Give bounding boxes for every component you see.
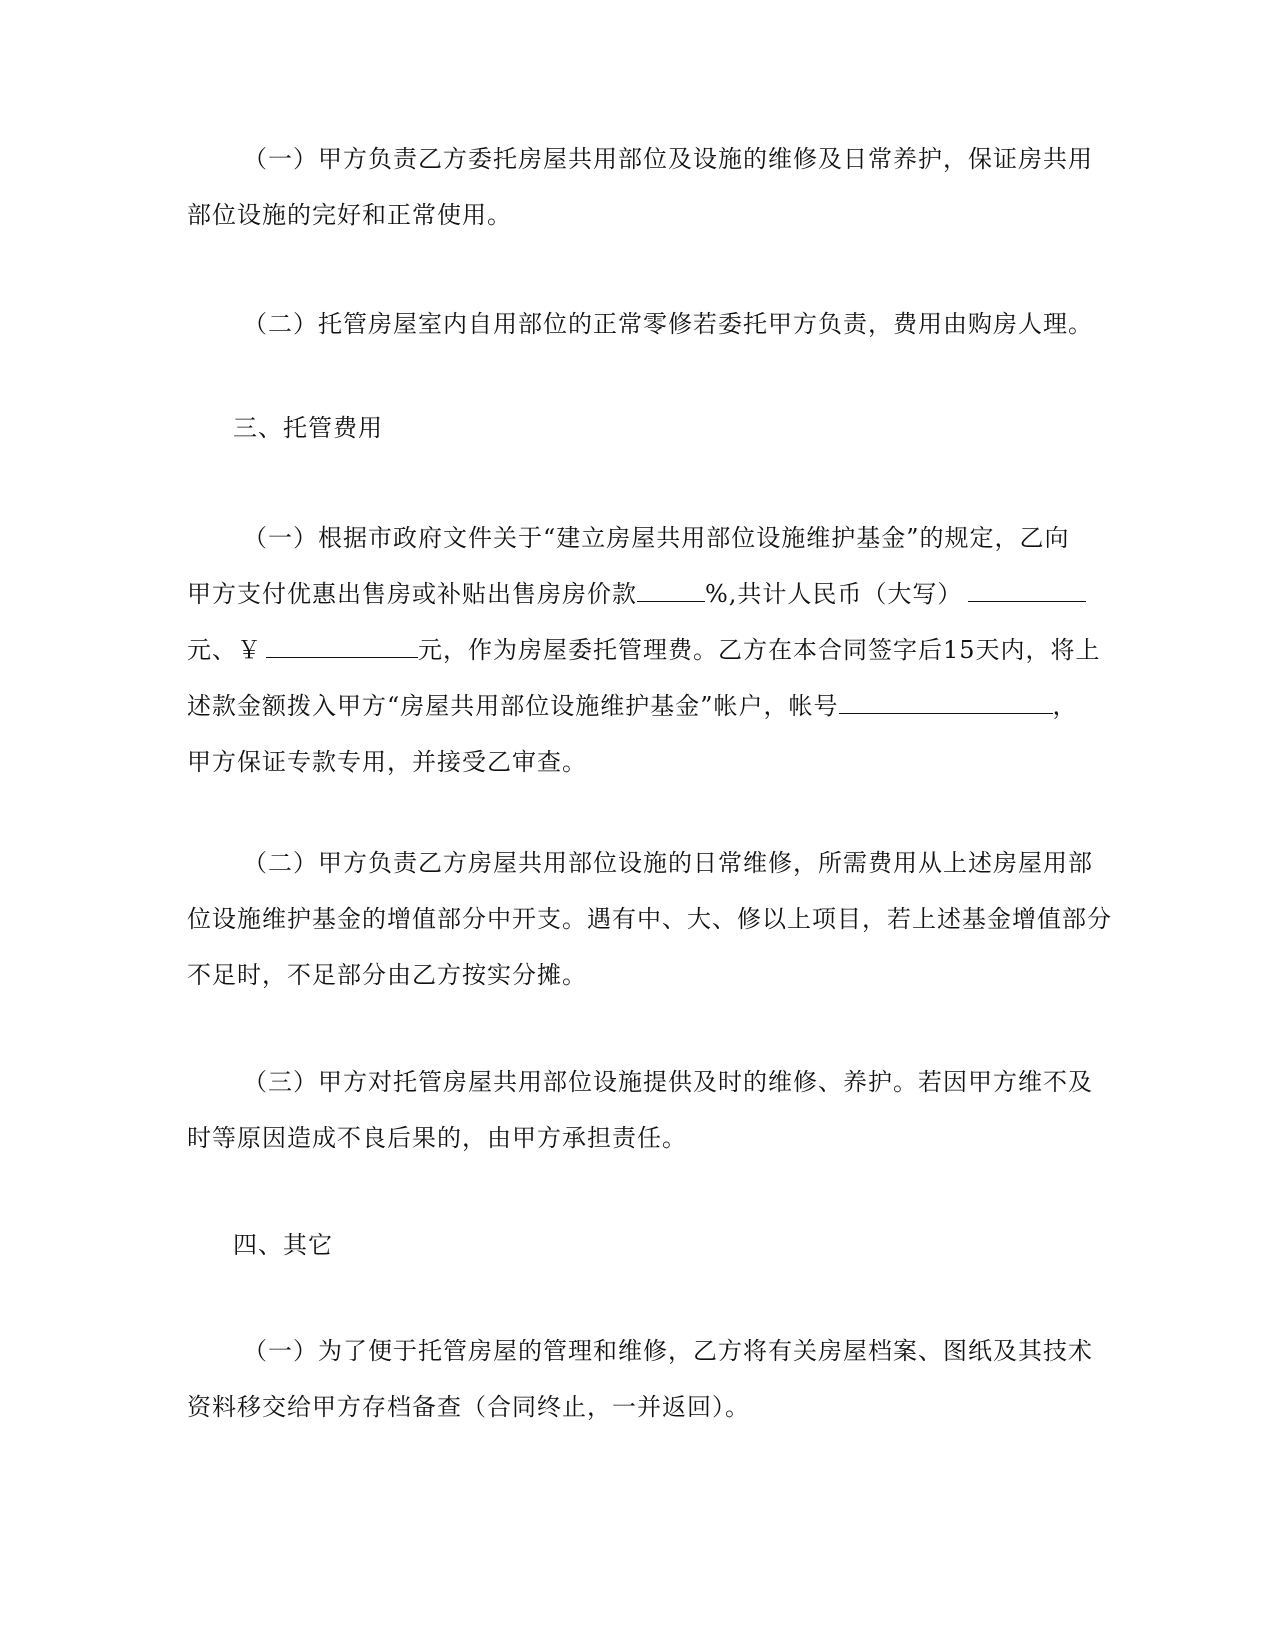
text-segment: ， xyxy=(1052,692,1078,720)
section-heading-fees xyxy=(187,400,1087,456)
text-segment: 元，作为房屋委托管理费。乙方在本合同签字后15天内，将上 xyxy=(418,636,1101,664)
section-heading-other xyxy=(187,1217,1087,1273)
amount-uppercase-blank-field[interactable] xyxy=(968,575,1086,602)
text-line: （一）根据市政府文件关于“建立房屋共用部位设施维护基金”的规定，乙向 xyxy=(243,524,1070,552)
text-line: （三）甲方对托管房屋共用部位设施提供及时的维修、养护。若因甲方维不及 xyxy=(243,1068,1093,1096)
text-line: （二）甲方负责乙方房屋共用部位设施的日常维修，所需费用从上述房屋用部 xyxy=(243,849,1093,877)
paragraph-indoor-repairs xyxy=(187,296,1093,352)
heading-text: 四、其它 xyxy=(233,1231,333,1259)
account-number-blank-field[interactable] xyxy=(839,687,1053,714)
text-line: （一）为了便于托管房屋的管理和维修，乙方将有关房屋档案、图纸及其技术 xyxy=(243,1337,1093,1365)
percent-blank-field[interactable] xyxy=(637,575,705,602)
text-line xyxy=(187,622,1101,678)
paragraph-maintenance-shared xyxy=(187,131,1093,243)
text-segment: 述款金额拨入甲方“房屋共用部位设施维护基金”帐户，帐号 xyxy=(187,692,839,720)
text-segment: 甲方支付优惠出售房或补贴出售房房价款 xyxy=(187,580,637,608)
text-line: 甲方保证专款专用，并接受乙审查。 xyxy=(187,748,587,776)
text-line xyxy=(187,566,1087,622)
text-line xyxy=(187,678,1087,734)
text-segment: 元、￥ xyxy=(187,636,262,664)
text-line: （二）托管房屋室内自用部位的正常零修若委托甲方负责，费用由购房人理。 xyxy=(243,310,1093,338)
text-line: （一）甲方负责乙方委托房屋共用部位及设施的维修及日常养护，保证房共用 xyxy=(243,145,1093,173)
text-segment: %,共计人民币（大写） xyxy=(705,580,963,608)
paragraph-fund-payment xyxy=(187,510,1101,790)
heading-text: 三、托管费用 xyxy=(233,414,383,442)
paragraph-daily-repair-costs xyxy=(187,835,1112,1003)
text-line: 不足时，不足部分由乙方按实分摊。 xyxy=(187,961,587,989)
text-line: 位设施维护基金的增值部分中开支。遇有中、大、修以上项目，若上述基金增值部分 xyxy=(187,905,1112,933)
text-line: 部位设施的完好和正常使用。 xyxy=(187,201,512,229)
text-line: 时等原因造成不良后果的，由甲方承担责任。 xyxy=(187,1124,687,1152)
paragraph-timely-repair xyxy=(187,1054,1093,1166)
text-line: 资料移交给甲方存档备查（合同终止，一并返回）。 xyxy=(187,1393,750,1421)
paragraph-archive-transfer xyxy=(187,1323,1093,1435)
amount-numeric-blank-field[interactable] xyxy=(266,631,418,658)
